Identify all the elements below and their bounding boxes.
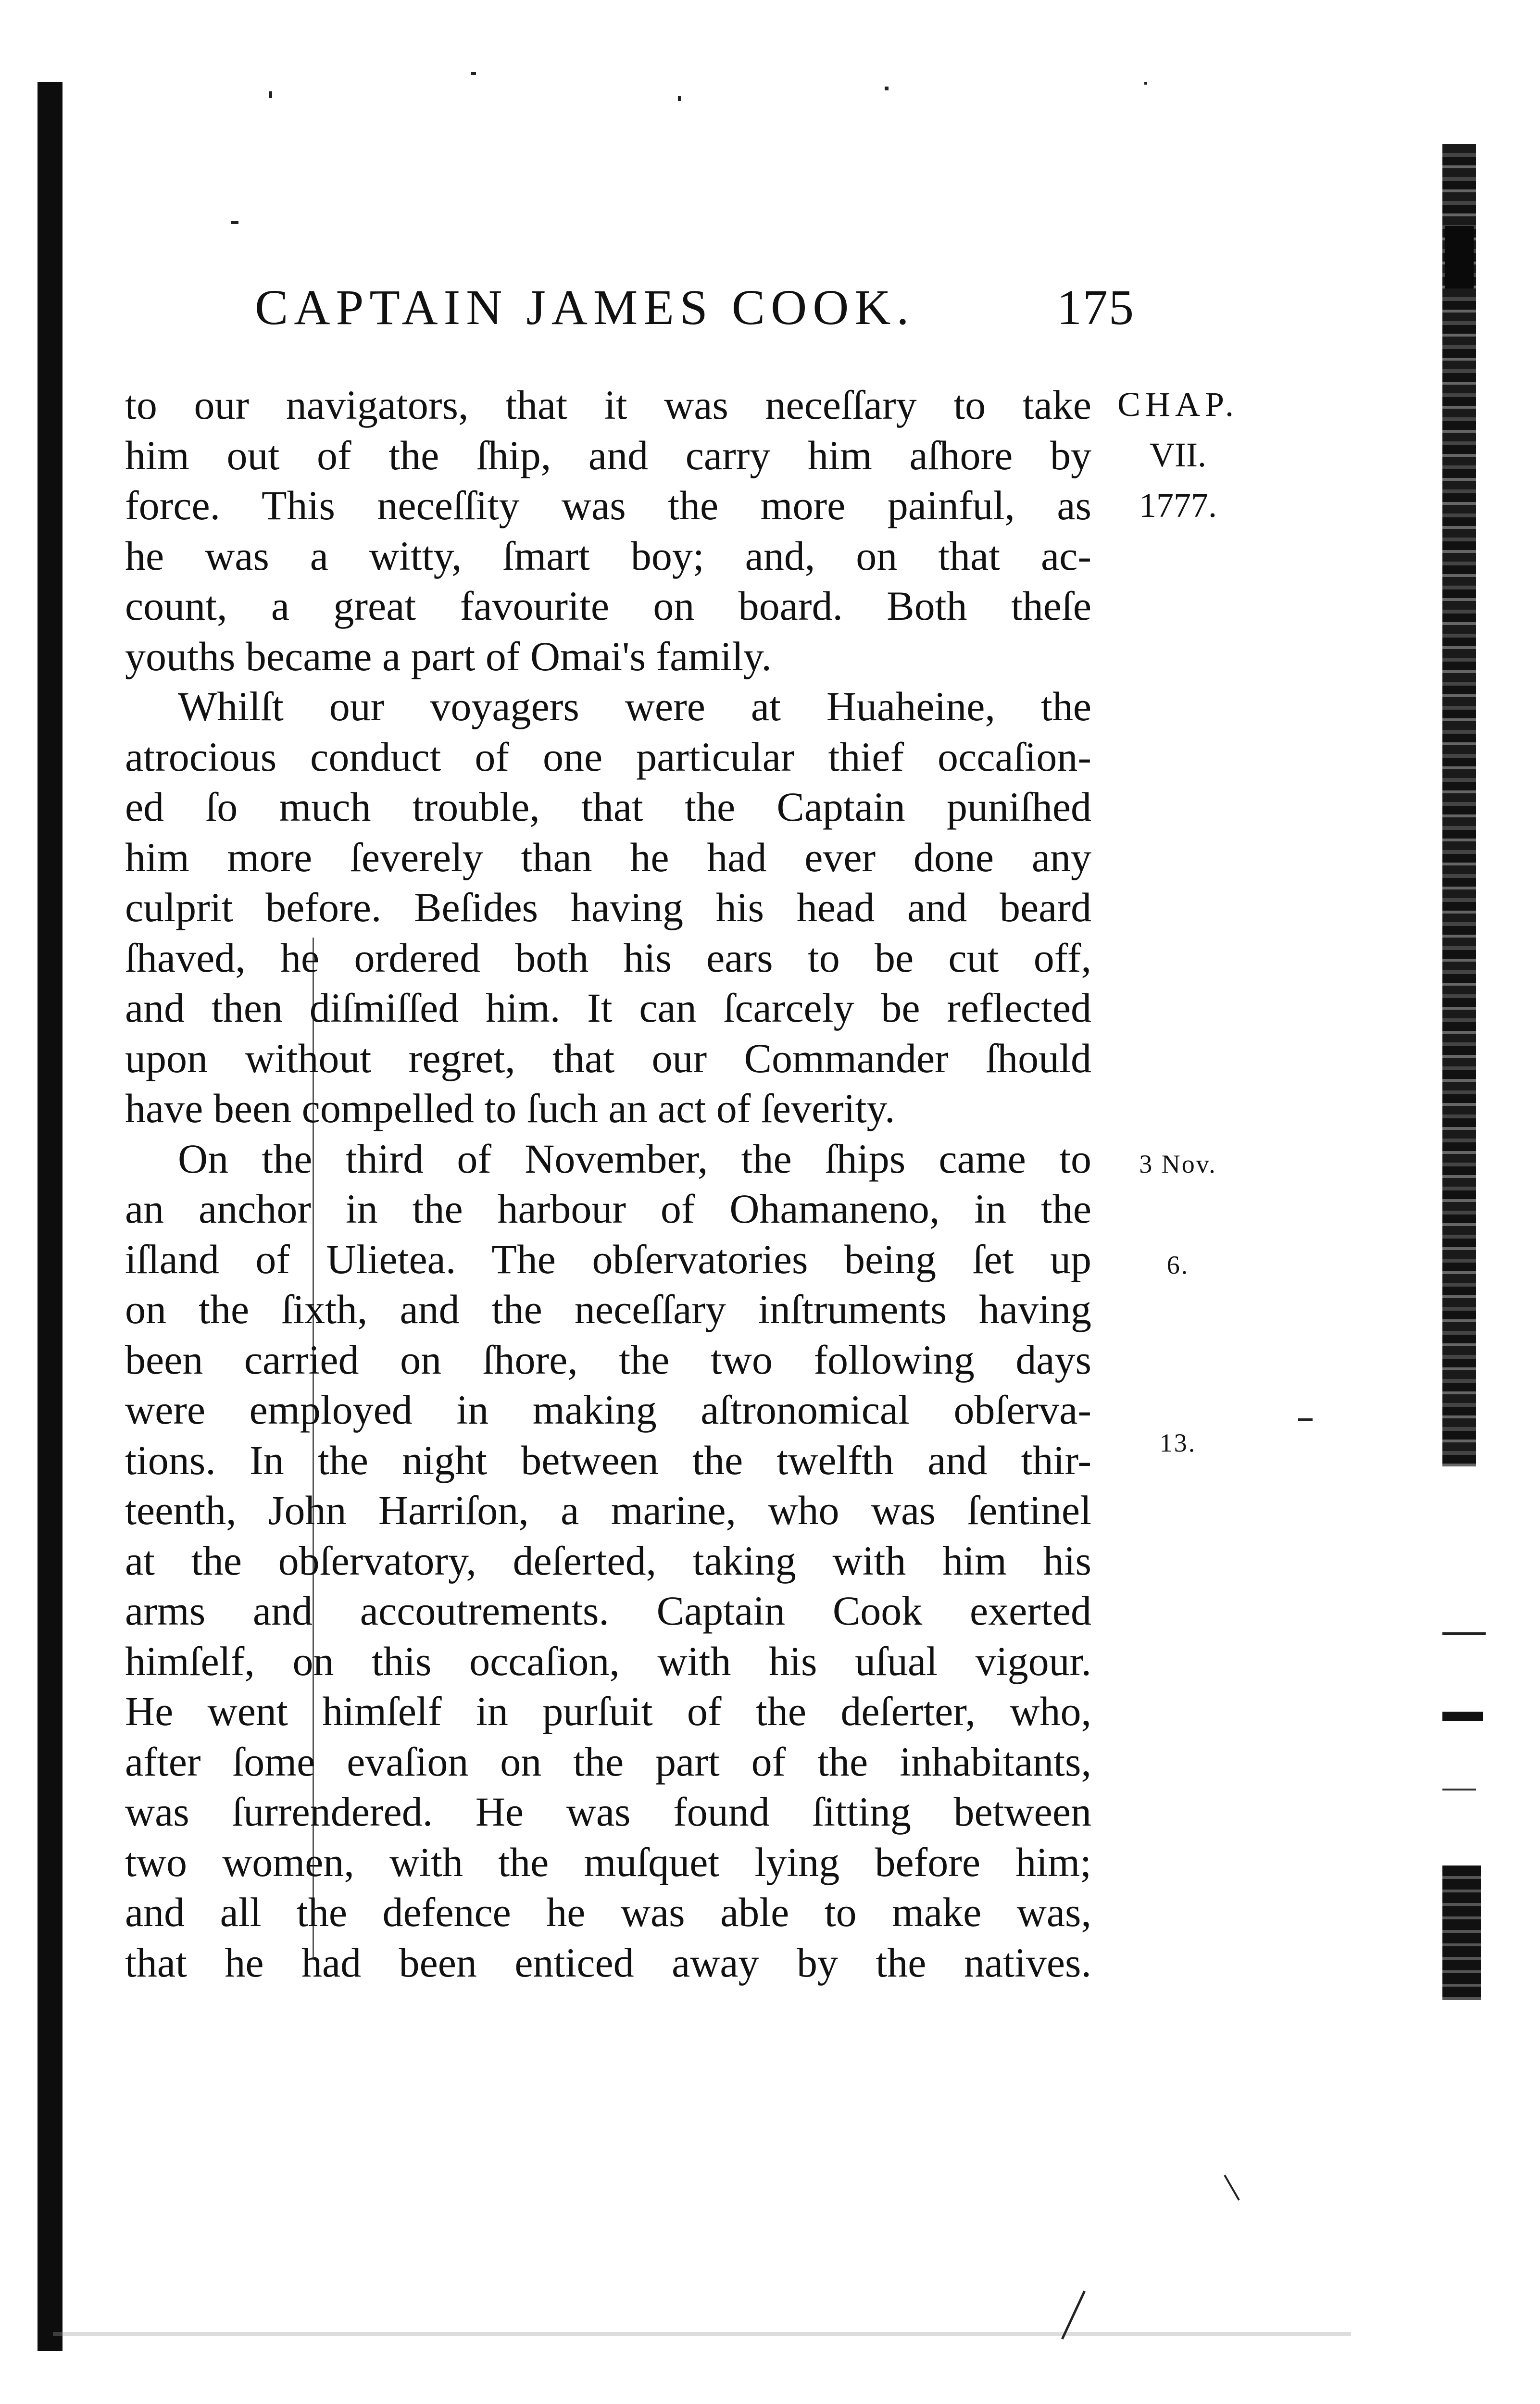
text-line: were employed in making aſtronomical obſerva- [125,1387,1091,1433]
speck [1224,2175,1240,2201]
body-text [125,380,1091,1988]
text-line: himſelf, on this occaſion, with his uſual vigour. [125,1638,1091,1684]
right-edge-dark-block [1445,226,1474,288]
page-number: 175 [1057,280,1135,335]
text-line: iſland of Ulietea. The obſervatories being ſet up [125,1236,1091,1282]
right-edge-mark [1442,1712,1483,1721]
text-line: at the obſervatory, deſerted, taking with him his [125,1537,1091,1584]
speck [885,87,889,90]
speck [1144,82,1147,85]
right-edge-bleed [1442,144,1476,1466]
text-line: that he had been enticed away by the natives. [125,1939,1091,1986]
text-line: teenth, John Harriſon, a marine, who was ſentinel [125,1487,1091,1533]
margin-year: 1777. [1139,486,1217,525]
chapter-label: CHAP. [1117,385,1239,424]
text-line: force. This neceſſity was the more painful, as [125,482,1091,528]
chapter-number: VII. [1150,436,1206,474]
speck [678,96,681,101]
right-edge-bleed-lower [1442,1866,1481,2000]
text-line: ed ſo much trouble, that the Captain puniſhed [125,784,1091,830]
text-line: was ſurrendered. He was found ſitting between [125,1789,1091,1835]
text-line: youths became a part of Omai's family. [125,633,772,679]
text-line: count, a great favourite on board. Both theſe [125,583,1091,629]
text-line: ſhaved, he ordered both his ears to be cut off, [125,934,1091,981]
text-line: tions. In the night between the twelfth and thir- [125,1437,1091,1483]
page-binding-edge [38,82,63,2351]
right-edge-mark [1442,1789,1476,1790]
running-head [255,279,1135,336]
text-line: have been compelled to ſuch an act of ſeverity. [125,1085,895,1131]
text-line: culprit before. Beſides having his head and beard [125,884,1091,930]
speck [269,91,272,98]
speck [1298,1418,1313,1421]
text-line: upon without regret, that our Commander ſhould [125,1035,1091,1081]
text-line: Whilſt our voyagers were at Huaheine, the [178,683,1091,729]
speck [231,221,238,224]
text-line: and all the defence he was able to make was, [125,1889,1091,1935]
text-line: been carried on ſhore, the two following days [125,1336,1091,1383]
margin-date-6: 6. [1166,1251,1189,1279]
page-bottom-shadow [53,2332,1351,2336]
text-line: after ſome evaſion on the part of the inhabitants, [125,1738,1091,1785]
margin-date-13: 13. [1159,1428,1197,1457]
margin-date-nov3: 3 Nov. [1139,1150,1217,1178]
text-line: On the third of November, the ſhips came to [178,1135,1091,1182]
text-line: He went himſelf in purſuit of the deſerter, who, [125,1688,1091,1734]
text-line: two women, with the muſquet lying before him; [125,1839,1091,1885]
text-line: and then diſmiſſed him. It can ſcarcely be reflected [125,985,1091,1031]
text-line: an anchor in the harbour of Ohamaneno, in the [125,1186,1091,1232]
running-head-title: CAPTAIN JAMES COOK. [255,280,915,335]
text-line: atrocious conduct of one particular thief occaſion- [125,733,1091,780]
text-line: him out of the ſhip, and carry him aſhore by [125,432,1091,478]
text-line: to our navigators, that it was neceſſary to take [125,382,1091,428]
text-line: arms and accoutrements. Captain Cook exerted [125,1588,1091,1634]
text-line: him more ſeverely than he had ever done any [125,834,1091,880]
speck [471,72,476,75]
text-line: on the ſixth, and the neceſſary inſtruments having [125,1286,1091,1332]
text-line: he was a witty, ſmart boy; and, on that ac- [125,532,1091,579]
right-edge-mark [1442,1632,1486,1635]
